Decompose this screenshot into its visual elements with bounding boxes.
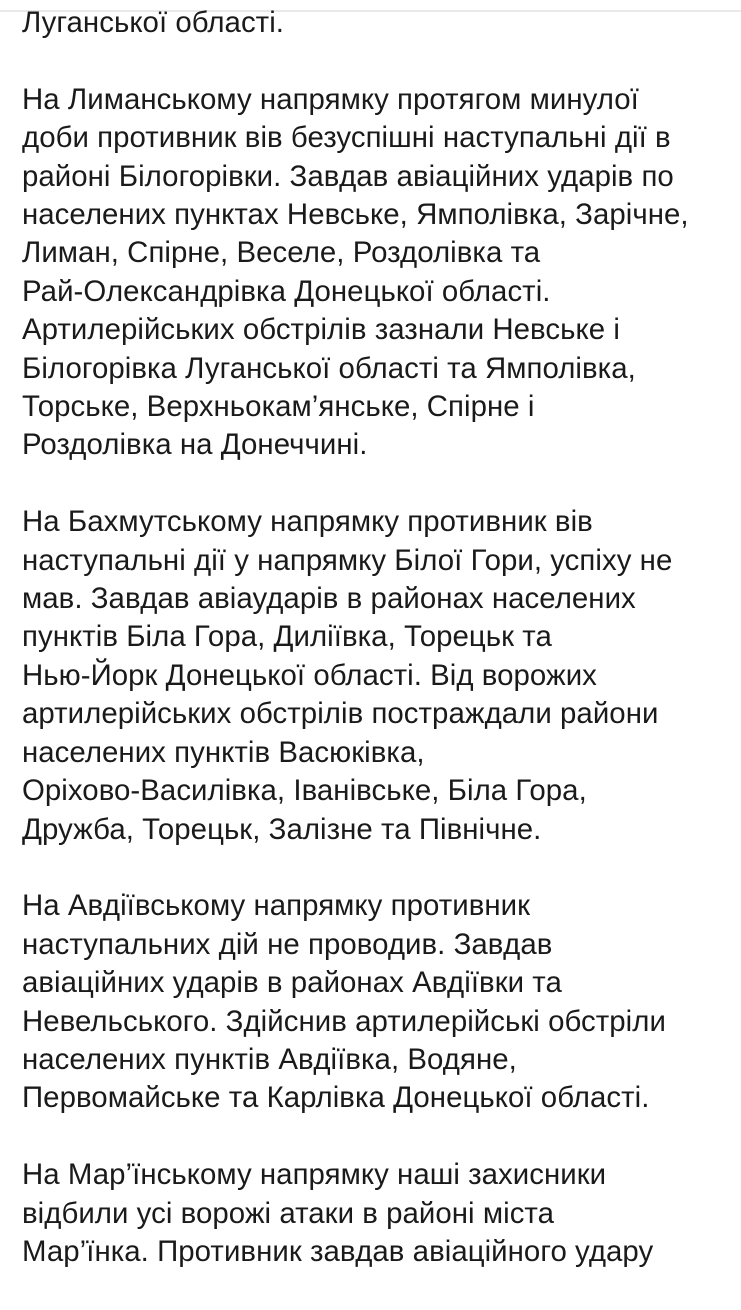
text-line: На Бахмутському напрямку противник вів [22,505,593,539]
text-line: Лиман, Спірне, Веселе, Роздолівка та [22,236,541,270]
text-line: Артилерійських обстрілів зазнали Невське і [22,313,620,347]
text-line: Роздолівка на Донеччині. [22,428,368,462]
text-line: Дружба, Торецьк, Залізне та Північне. [22,812,542,846]
post-text-body [22,4,734,1310]
text-line: Оріхово-Василівка, Іванівське, Біла Гора, [22,774,587,808]
text-line: Невельського. Здійснив артилерійські обстріли [22,1004,666,1038]
text-line: авіаційних ударів в районах Авдіївки та [22,966,562,1000]
text-line: Білогорівка Луганської області та Ямполівка, [22,351,636,385]
text-line: На Мар’їнському напрямку наші захисники [22,1158,607,1192]
text-line: населених пунктах Невське, Ямполівка, Зарічне, [22,198,689,232]
text-line: артилерійських обстрілів постраждали райони [22,697,659,731]
text-line: наступальних дій не проводив. Завдав [22,927,553,961]
text-line: пунктів Біла Гора, Диліївка, Торецьк та [22,620,552,654]
text-line: На Лиманському напрямку протягом минулої [22,82,639,116]
text-line: наступальні дії у напрямку Білої Гори, успіху не [22,543,673,577]
paragraph [22,1156,734,1271]
paragraph [22,81,734,465]
paragraph [22,887,734,1117]
text-line: Луганської області. [22,6,284,39]
text-line: відбили усі ворожі атаки в районі міста [22,1196,555,1230]
text-line: Рай-Олександрівка Донецької області. [22,274,551,308]
text-line: мав. Завдав авіаударів в районах населених [22,582,636,616]
text-line: Нью-Йорк Донецької області. Від ворожих [22,658,597,692]
text-line: доби противник вів безуспішні наступальні дії в [22,121,671,155]
text-line: населених пунктів Васюківка, [22,735,425,769]
text-line: населених пунктів Авдіївка, Водяне, [22,1042,517,1076]
text-line: Первомайське та Карлівка Донецької області. [22,1081,650,1115]
text-line: На Авдіївському напрямку противник [22,889,531,923]
text-line: районі Білогорівки. Завдав авіаційних ударів по [22,159,674,193]
paragraph [22,503,734,849]
paragraph [22,4,734,42]
text-line: Торське, Верхньокам’янське, Спірне і [22,390,535,424]
text-line: Мар’їнка. Противник завдав авіаційного удару [22,1234,654,1268]
